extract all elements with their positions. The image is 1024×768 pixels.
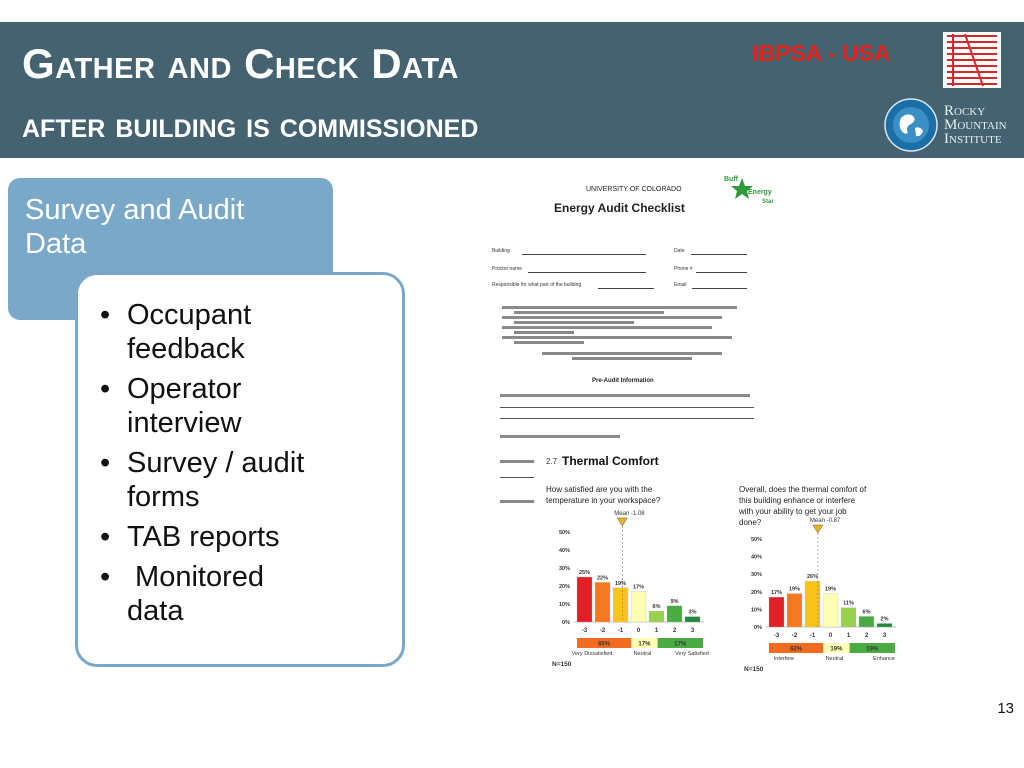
x-tick-label: 3 [882,633,887,639]
ibpsa-label: IBPSA - USA [752,40,891,66]
y-tick-label: 0% [754,625,762,631]
bar [841,608,856,627]
list-item: • TAB reports [100,521,280,553]
bar [577,577,592,622]
rmi-line: Mountain [944,117,1007,133]
list-item-line: TAB reports [127,521,280,553]
bar-value-label: 17% [770,590,783,597]
y-tick-label: 10% [558,602,570,608]
list-item-line: Occupant [127,299,252,331]
bar [595,582,610,622]
bar [685,617,700,622]
doc-university: UNIVERSITY OF COLORADO [586,186,682,193]
sample-size-label: N=150 [744,666,764,673]
x-tick-label: -2 [791,633,798,639]
list-item-line: data [127,595,184,627]
bar-value-label: 2% [880,616,889,623]
logo-text: Energy [748,189,772,196]
x-tick-label: 0 [828,633,833,639]
chart-question-line: temperature in your workspace? [546,496,661,505]
x-tick-label: 0 [636,628,641,634]
bar-value-label: 3% [688,609,697,616]
bar-value-label: 6% [652,604,661,611]
y-tick-label: 30% [558,566,570,572]
x-tick-label: 2 [864,633,869,639]
scale-label: Very Dissatisfied [571,651,613,657]
y-tick-label: 0% [562,620,570,626]
bar-value-label: 17% [632,584,645,591]
list-item-line: forms [127,481,200,513]
mean-marker-icon [617,518,627,526]
instructions-block [502,304,742,362]
y-tick-label: 30% [750,572,762,579]
chart-question-line: Overall, does the thermal comfort of [739,485,867,494]
field-line [696,272,747,273]
field-label: Email [674,282,687,288]
rmi-line: Institute [944,131,1002,147]
bar-value-label: 22% [596,575,609,582]
thermal-comfort-panel [534,447,924,692]
list-item-line: Survey / audit [127,447,305,479]
mean-label: Mean -1.08 [614,511,645,517]
summary-label: 17% [674,641,687,648]
survey-title-line: Survey and Audit [25,194,245,226]
survey-title-line: Data [25,228,87,260]
chart-question-line: How satisfied are you with the [546,485,653,494]
x-tick-label: -1 [617,628,624,634]
survey-panel-title [25,193,244,261]
field-label: Date [674,248,685,254]
bar-value-label: 9% [670,598,679,605]
logo-text: Star [762,199,774,205]
bar-value-label: 19% [824,586,837,593]
bar [769,597,784,627]
buff-energy-star-logo [722,172,782,208]
slide-title-line1: Gather and Check Data [22,40,459,87]
thermal-title: Thermal Comfort [562,454,659,468]
y-tick-label: 20% [750,589,762,596]
bar-value-label: 6% [862,609,871,616]
mean-marker-icon [813,525,823,533]
field-line [692,288,747,289]
x-tick-label: -2 [599,628,606,634]
bar [823,594,838,627]
scale-label: Interfere [773,656,795,662]
list-item: • Occupant feedback [100,299,252,365]
rmi-line: Rocky [944,103,986,119]
field-line [598,288,654,289]
y-tick-label: 40% [558,548,570,554]
bar [631,591,646,622]
chart-question-line: with your ability to get your job [739,507,847,516]
bar-value-label: 26% [806,574,819,581]
list-item: • Monitored data [100,561,265,627]
y-tick-label: 20% [558,584,570,590]
bullet-list [100,298,304,634]
field-label: Responsible for what part of the building [492,282,582,288]
x-tick-label: -1 [809,633,816,639]
summary-label: 62% [790,646,803,653]
scale-label: Neutral [825,656,844,662]
ibpsa-logo-icon [943,32,1001,88]
bar [667,606,682,622]
x-tick-label: 1 [654,628,659,634]
field-line [528,272,646,273]
mean-label: Mean -0.87 [809,518,841,524]
section-number: 2.7 [546,457,558,466]
x-tick-label: 3 [690,628,695,634]
slide-title-line2: after building is commissioned [22,104,479,145]
field-label: Phone # [674,266,693,272]
summary-label: 19% [866,646,879,653]
bar [859,616,874,627]
x-tick-label: -3 [773,633,780,639]
thermal-comfort-charts [534,447,924,692]
bar-value-label: 19% [788,586,801,593]
audit-checklist-document [488,170,778,470]
list-item-line: Operator [127,373,242,405]
list-item: • Survey / audit forms [100,447,305,513]
rmi-logo-text [944,104,1007,146]
x-tick-label: 2 [672,628,677,634]
x-tick-label: -3 [581,628,588,634]
scale-label: Enhance [873,656,895,662]
list-item-line: interview [127,407,242,439]
sample-size-label: N=150 [552,661,572,668]
logo-text: Buff [724,176,738,183]
field-label: Proctor name [492,266,523,272]
bar [649,611,664,622]
bar [613,588,628,622]
rmi-globe-icon [884,98,938,152]
chart-question-line: done? [739,518,762,527]
bar [877,623,892,627]
bar [805,581,820,627]
x-tick-label: 1 [846,633,851,639]
list-item-line: feedback [127,333,245,365]
pre-audit-heading: Pre-Audit Information [592,378,654,384]
bar [787,594,802,627]
y-tick-label: 50% [558,530,570,536]
y-tick-label: 50% [750,537,762,543]
summary-label: 65% [598,641,611,648]
bar-value-label: 25% [578,570,591,576]
chart-question-line: this building enhance or interfere [739,496,856,505]
field-line [522,254,646,255]
y-tick-label: 10% [750,607,762,614]
y-tick-label: 40% [750,554,762,561]
doc-title: Energy Audit Checklist [554,201,685,215]
bar-value-label: 11% [843,600,854,607]
summary-label: 17% [638,641,651,648]
field-label: Building [492,248,510,254]
list-item: • Operator interview [100,373,242,439]
list-item-line: Monitored [127,561,265,593]
bar-value-label: 19% [614,580,627,587]
summary-label: 19% [830,646,843,653]
page-number: 13 [997,700,1014,717]
scale-label: Very Satisfied [675,651,709,657]
field-line [691,254,747,255]
scale-label: Neutral [633,651,652,657]
